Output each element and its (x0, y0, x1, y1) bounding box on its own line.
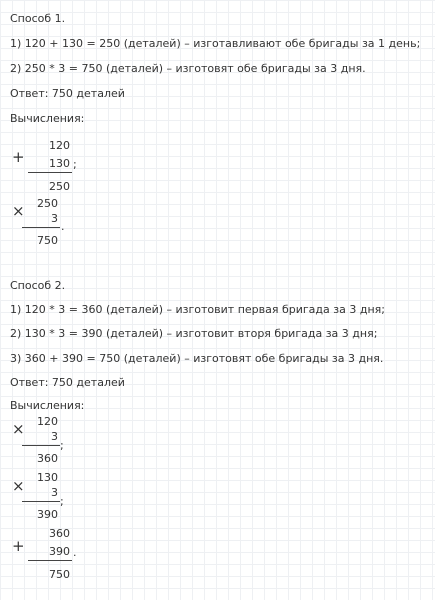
sum-line (28, 560, 72, 561)
method2-title: Способ 2. (10, 279, 66, 292)
method2-calc-multiplication-1 (12, 414, 82, 470)
method1-calc-label: Вычисления: (10, 112, 85, 125)
method2-answer: Ответ: 750 деталей (10, 376, 125, 389)
operand-b: 390 (49, 545, 70, 558)
result: 250 (49, 180, 70, 193)
period: . (73, 546, 77, 559)
plus-sign: + (12, 148, 25, 166)
product-line (22, 445, 60, 446)
result: 750 (49, 568, 70, 581)
method2-calc-addition (12, 526, 82, 586)
method2-step-1: 1) 120 * 3 = 360 (деталей) – изготовит первая бригада за 3 дня; (10, 303, 385, 316)
product-line (22, 227, 60, 228)
method1-step-1: 1) 120 + 130 = 250 (деталей) – изготавливают обе бригады за 1 день; (10, 37, 421, 50)
operand-b: 3 (51, 486, 58, 499)
method1-title: Способ 1. (10, 12, 66, 25)
operand-a: 120 (49, 139, 70, 152)
semicolon: ; (60, 439, 64, 452)
result: 390 (37, 508, 58, 521)
operand-b: 3 (51, 212, 58, 225)
result: 360 (37, 452, 58, 465)
period: . (61, 220, 65, 233)
semicolon: ; (73, 158, 77, 171)
sum-line (28, 172, 72, 173)
method1-answer: Ответ: 750 деталей (10, 87, 125, 100)
operand-a: 360 (49, 527, 70, 540)
operand-a: 130 (37, 471, 58, 484)
method2-step-2: 2) 130 * 3 = 390 (деталей) – изготовит вторя бригада за 3 дня; (10, 327, 378, 340)
times-sign: × (12, 420, 25, 438)
method1-calc-multiplication (12, 196, 82, 252)
result: 750 (37, 234, 58, 247)
operand-b: 3 (51, 430, 58, 443)
method1-calc-addition (12, 136, 82, 196)
times-sign: × (12, 202, 25, 220)
operand-a: 250 (37, 197, 58, 210)
times-sign: × (12, 477, 25, 495)
method2-step-3: 3) 360 + 390 = 750 (деталей) – изготовят обе бригады за 3 дня. (10, 352, 384, 365)
method2-calc-label: Вычисления: (10, 399, 85, 412)
product-line (22, 501, 60, 502)
method1-step-2: 2) 250 * 3 = 750 (деталей) – изготовят обе бригады за 3 дня. (10, 62, 366, 75)
operand-b: 130 (49, 157, 70, 170)
plus-sign: + (12, 537, 25, 555)
semicolon: ; (60, 495, 64, 508)
method2-calc-multiplication-2 (12, 471, 82, 527)
operand-a: 120 (37, 415, 58, 428)
